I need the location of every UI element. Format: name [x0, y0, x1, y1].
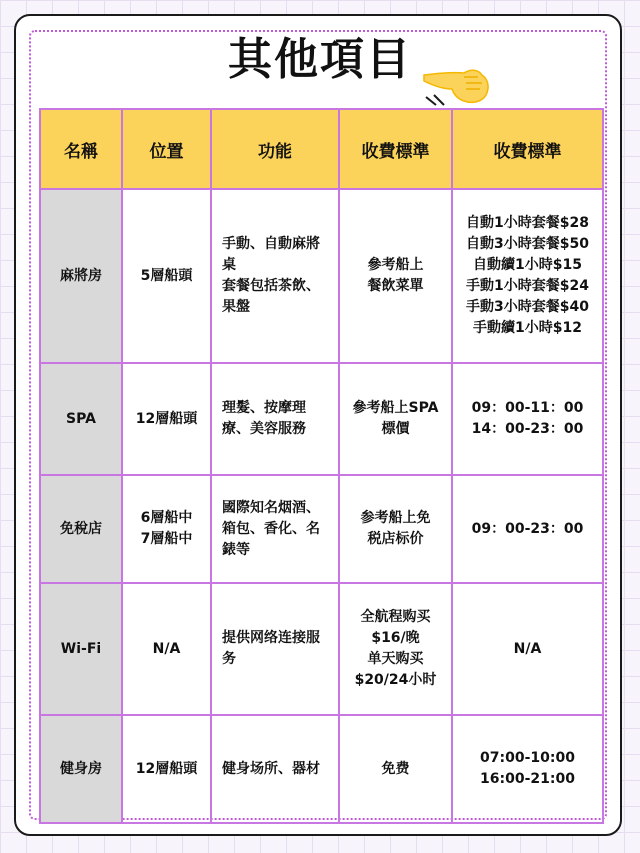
price-line: 14：00-23：00	[471, 421, 584, 437]
price-line: 09：00-11：00	[471, 400, 584, 416]
price-line: 09：00-23：00	[471, 520, 584, 537]
row-fee	[339, 363, 452, 475]
row-function: 國際知名烟酒、 箱包、香化、名 錶等	[211, 475, 339, 583]
row-fee	[339, 475, 452, 583]
fee-line: 参考船上免	[360, 510, 431, 526]
row-function: 健身场所、器材	[211, 715, 339, 823]
row-price	[452, 363, 603, 475]
row-function: 手動、自動麻將 桌 套餐包括茶飲、 果盤	[211, 189, 339, 363]
price-line: 自動1小時套餐$28	[466, 215, 589, 231]
row-function: 提供网络连接服 务	[211, 583, 339, 715]
row-location: 12層船頭	[122, 363, 211, 475]
price-line: N/A	[513, 640, 542, 657]
row-location: N/A	[122, 583, 211, 715]
row-fee	[339, 715, 452, 823]
price-line: 手動續1小時$12	[473, 320, 582, 336]
row-name: Wi-Fi	[40, 583, 122, 715]
row-location: 12層船頭	[122, 715, 211, 823]
row-price	[452, 583, 603, 715]
row-fee	[339, 189, 452, 363]
row-fee	[339, 583, 452, 715]
table-row	[40, 583, 603, 715]
row-name: SPA	[40, 363, 122, 475]
price-line: 自動續1小時$15	[473, 257, 582, 273]
row-price	[452, 189, 603, 363]
items-table	[39, 108, 604, 824]
fee-line: 税店标价	[367, 531, 424, 547]
page-title: 其他項目	[228, 34, 412, 85]
row-name: 免稅店	[40, 475, 122, 583]
fee-line: 參考船上	[367, 257, 424, 273]
table-row	[40, 189, 603, 363]
price-line: 手動1小時套餐$24	[466, 278, 589, 294]
fee-line: 单天购买	[367, 651, 424, 667]
table-row	[40, 475, 603, 583]
price-line: 07:00-10:00	[480, 750, 575, 766]
row-price	[452, 715, 603, 823]
fee-line: $20/24小时	[354, 672, 437, 688]
price-line: 自動3小時套餐$50	[466, 236, 589, 252]
header-function: 功能	[211, 109, 339, 189]
fee-line: $16/晚	[371, 630, 420, 646]
table-row	[40, 715, 603, 823]
table-row	[40, 363, 603, 475]
fee-line: 參考船上SPA	[352, 400, 439, 416]
fee-line: 全航程购买	[360, 609, 431, 625]
header-price: 收費標準	[452, 109, 603, 189]
price-line: 16:00-21:00	[480, 771, 575, 787]
row-name: 健身房	[40, 715, 122, 823]
row-name: 麻將房	[40, 189, 122, 363]
pointing-hand-icon	[420, 55, 492, 107]
fee-line: 免费	[381, 760, 410, 777]
row-price	[452, 475, 603, 583]
header-location: 位置	[122, 109, 211, 189]
price-line: 手動3小時套餐$40	[466, 299, 589, 315]
header-fee: 收費標準	[339, 109, 452, 189]
fee-line: 餐飲菜單	[367, 278, 424, 294]
row-location: 6層船中 7層船中	[122, 475, 211, 583]
row-location: 5層船頭	[122, 189, 211, 363]
row-function: 理髮、按摩理 療、美容服務	[211, 363, 339, 475]
header-name: 名稱	[40, 109, 122, 189]
table-header-row	[40, 109, 603, 189]
fee-line: 標價	[381, 421, 410, 437]
